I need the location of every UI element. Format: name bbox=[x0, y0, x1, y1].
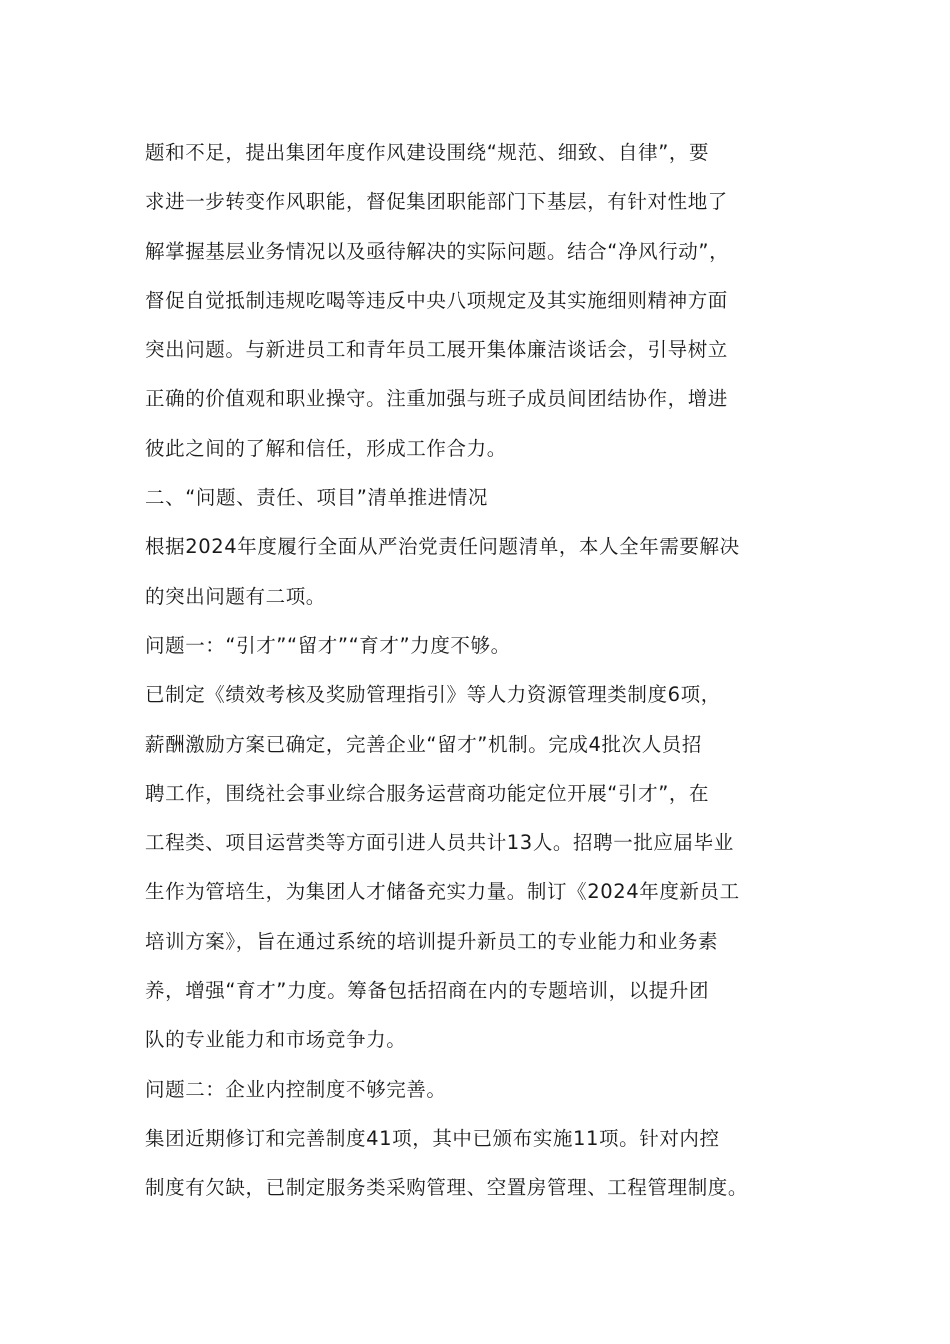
paragraph-problem-two-detail bbox=[145, 1114, 825, 1213]
text-line: 解掌握基层业务情况以及亟待解决的实际问题。结合“净风行动”， bbox=[145, 239, 730, 263]
section-heading bbox=[145, 473, 825, 522]
text-line: 队的专业能力和市场竞争力。 bbox=[145, 1028, 407, 1052]
text-line: 工程类、项目运营类等方面引进人员共计13人。招聘一批应届毕业 bbox=[145, 831, 734, 855]
paragraph-problem-one-detail bbox=[145, 670, 825, 1064]
text-line: 正确的价值观和职业操守。注重加强与班子成员间团结协作，增进 bbox=[145, 387, 728, 411]
text-line: 培训方案》，旨在通过系统的培训提升新员工的专业能力和业务素 bbox=[145, 929, 719, 953]
text-line: 督促自觉抵制违规吃喝等违反中央八项规定及其实施细则精神方面 bbox=[145, 288, 728, 312]
problem-one-heading bbox=[145, 621, 825, 670]
text-line: 彼此之间的了解和信任，形成工作合力。 bbox=[145, 436, 507, 460]
text-line: 薪酬激励方案已确定，完善企业“留才”机制。完成4批次人员招 bbox=[145, 732, 703, 756]
text-line: 养，增强“育才”力度。筹备包括招商在内的专题培训，以提升团 bbox=[145, 979, 710, 1003]
problem-one-heading-text: 问题一：“引才”“留才”“育才”力度不够。 bbox=[145, 633, 511, 657]
text-line: 制度有欠缺，已制定服务类采购管理、空置房管理、工程管理制度。 bbox=[145, 1176, 749, 1200]
problem-two-heading-text: 问题二：企业内控制度不够完善。 bbox=[145, 1077, 447, 1101]
text-line: 求进一步转变作风职能，督促集团职能部门下基层，有针对性地了 bbox=[145, 190, 728, 214]
text-line: 生作为管培生，为集团人才储备充实力量。制订《2024年度新员工 bbox=[145, 880, 740, 904]
text-line: 集团近期修订和完善制度41项，其中已颁布实施11项。针对内控 bbox=[145, 1126, 720, 1150]
section-heading-text: 二、“问题、责任、项目”清单推进情况 bbox=[145, 486, 489, 510]
text-line: 已制定《绩效考核及奖励管理指引》等人力资源管理类制度6项， bbox=[145, 683, 721, 707]
text-line: 突出问题。与新进员工和青年员工展开集体廉洁谈话会，引导树立 bbox=[145, 338, 728, 362]
problem-two-heading bbox=[145, 1065, 825, 1114]
text-line: 根据2024年度履行全面从严治党责任问题清单，本人全年需要解决 bbox=[145, 535, 740, 559]
text-line: 的突出问题有二项。 bbox=[145, 584, 326, 608]
text-line: 题和不足，提出集团年度作风建设围绕“规范、细致、自律”，要 bbox=[145, 141, 710, 164]
text-line: 聘工作，围绕社会事业综合服务运营商功能定位开展“引才”，在 bbox=[145, 781, 710, 805]
paragraph-problem-list-intro bbox=[145, 522, 825, 621]
document-body bbox=[145, 128, 825, 1213]
paragraph-work-style bbox=[145, 128, 825, 473]
